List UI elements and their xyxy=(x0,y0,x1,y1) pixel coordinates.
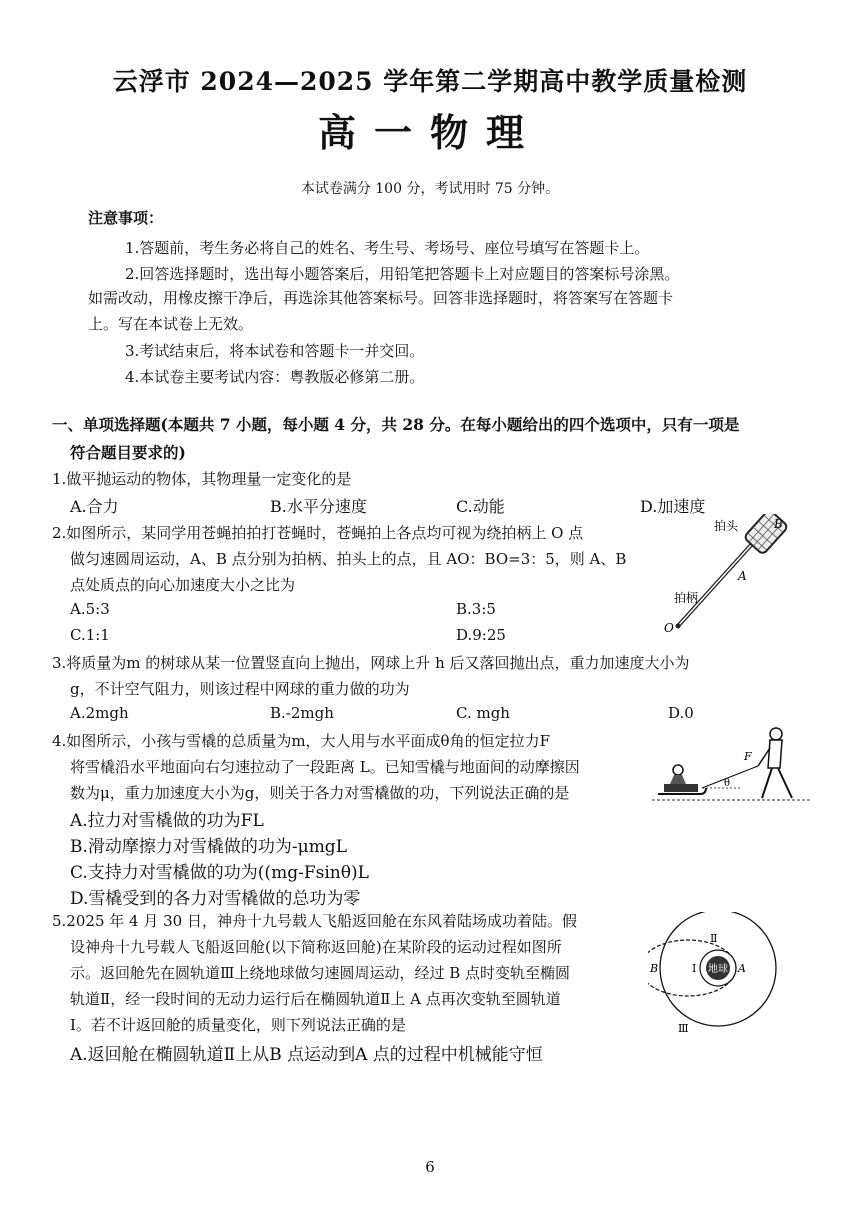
q3-option-c: C. mgh xyxy=(456,704,510,722)
label-head: 拍头 xyxy=(714,519,739,533)
q2-stem-line3: 点处质点的向心加速度大小之比为 xyxy=(70,576,296,594)
note-item-2-cont2: 上。写在本试卷上无效。 xyxy=(88,315,254,333)
q4-option-c: C.支持力对雪橇做的功为((mg-Fsinθ)L xyxy=(70,863,369,883)
q1-stem: 1.做平抛运动的物体，其物理量一定变化的是 xyxy=(52,470,352,488)
q1-option-a: A.合力 xyxy=(70,497,119,516)
label-o: O xyxy=(664,621,674,635)
q2-option-d: D.9:25 xyxy=(456,626,506,644)
notes-heading: 注意事项： xyxy=(88,209,164,227)
q5-option-a: A.返回舱在椭圆轨道Ⅱ上从B 点运动到A 点的过程中机械能守恒 xyxy=(70,1045,543,1065)
q3-option-d: D.0 xyxy=(668,704,694,722)
page-number: 6 xyxy=(425,1158,435,1176)
q1-option-c: C.动能 xyxy=(456,497,505,516)
q2-option-b: B.3:5 xyxy=(456,600,496,618)
adult-head xyxy=(770,728,782,740)
flyswatter-figure xyxy=(660,514,790,636)
child-body xyxy=(670,775,686,784)
q4-stem-line3: 数为μ，重力加速度大小为g，则关于各力对雪橇做的功，下列说法正确的是 xyxy=(70,784,570,802)
exam-title: 云浮市 2024—2025 学年第二学期高中教学质量检测 xyxy=(112,67,748,96)
q4-option-d: D.雪橇受到的各力对雪橇做的总功为零 xyxy=(70,889,361,909)
adult-leg-left xyxy=(762,768,772,798)
q3-stem-line2: g，不计空气阻力，则该过程中网球的重力做的功为 xyxy=(70,680,410,698)
adult-body xyxy=(768,740,782,768)
swatter-handle-inner xyxy=(678,544,752,626)
note-item-4: 4.本试卷主要考试内容：粤教版必修第二册。 xyxy=(125,368,425,386)
note-item-2: 2.回答选择题时，选出每小题答案后，用铅笔把答题卡上对应题目的答案标号涂黑。 xyxy=(125,265,680,283)
q4-option-b: B.滑动摩擦力对雪橇做的功为-μmgL xyxy=(70,837,347,857)
label-handle: 拍柄 xyxy=(674,591,699,605)
label-orbit-2: Ⅱ xyxy=(710,932,718,945)
q2-stem-line1: 2.如图所示，某同学用苍蝇拍拍打苍蝇时，苍蝇拍上各点均可视为绕拍柄上 O 点 xyxy=(52,524,584,542)
q4-stem-line1: 4.如图所示，小孩与雪橇的总质量为m，大人用与水平面成θ角的恒定拉力F xyxy=(52,732,550,750)
q4-stem-line2: 将雪橇沿水平地面向右匀速拉动了一段距离 L。已知雪橇与地面间的动摩擦因 xyxy=(70,758,580,776)
note-item-3: 3.考试结束后，将本试卷和答题卡一并交回。 xyxy=(125,342,425,360)
label-point-b: B xyxy=(650,962,659,975)
q2-option-c: C.1:1 xyxy=(70,626,110,644)
label-force-f: F xyxy=(744,750,752,763)
q4-option-a: A.拉力对雪橇做的功为FL xyxy=(70,811,264,831)
adult-leg-right xyxy=(778,768,792,798)
label-theta: θ xyxy=(724,778,731,789)
label-orbit-1: Ⅰ xyxy=(692,962,697,975)
subject-title: 高一物理 xyxy=(317,110,542,155)
q1-option-d: D.加速度 xyxy=(640,497,706,516)
sled-body xyxy=(664,784,698,792)
exam-info: 本试卷满分 100 分，考试用时 75 分钟。 xyxy=(300,181,560,197)
label-a: A xyxy=(738,569,747,583)
q5-stem-line5: Ⅰ。若不计返回舱的质量变化，则下列说法正确的是 xyxy=(70,1016,406,1034)
q2-option-a: A.5:3 xyxy=(70,600,110,618)
q3-option-b: B.-2mgh xyxy=(270,704,334,722)
q5-stem-line4: 轨道Ⅱ，经一段时间的无动力运行后在椭圆轨道Ⅱ上 A 点再次变轨至圆轨道 xyxy=(70,990,561,1008)
point-o xyxy=(676,624,681,629)
q5-stem-line3: 示。返回舱先在圆轨道Ⅲ上绕地球做匀速圆周运动，经过 B 点时变轨至椭圆 xyxy=(70,964,571,982)
section-heading-cont: 符合题目要求的) xyxy=(70,443,186,462)
section-heading: 一、单项选择题(本题共 7 小题，每小题 4 分，共 28 分。在每小题给出的四个选项中，只有一项是 xyxy=(52,415,740,434)
orbit-figure xyxy=(648,912,808,1036)
q2-stem-line2: 做匀速圆周运动，A、B 点分别为拍柄、拍头上的点，且 AO：BO=3：5，则 A、B xyxy=(70,550,627,568)
q3-option-a: A.2mgh xyxy=(70,704,129,722)
label-point-a: A xyxy=(738,962,746,975)
sled-figure xyxy=(652,724,812,806)
note-item-1: 1.答题前，考生务必将自己的姓名、考生号、考场号、座位号填写在答题卡上。 xyxy=(125,239,650,257)
q3-stem-line1: 3.将质量为m 的树球从某一位置竖直向上抛出，网球上升 h 后又落回抛出点，重力加速度大小为 xyxy=(52,654,690,672)
q1-option-b: B.水平分速度 xyxy=(270,497,367,516)
label-earth: 地球 xyxy=(708,964,728,975)
q5-stem-line1: 5.2025 年 4 月 30 日，神舟十九号载人飞船返回舱在东风着陆场成功着陆。假 xyxy=(52,912,577,930)
child-head xyxy=(673,765,683,775)
label-orbit-3: Ⅲ xyxy=(678,1022,689,1035)
note-item-2-cont: 如需改动，用橡皮擦干净后，再选涂其他答案标号。回答非选择题时，将答案写在答题卡 xyxy=(88,289,674,307)
q5-stem-line2: 设神舟十九号载人飞船返回舱(以下简称返回舱)在某阶段的运动过程如图所 xyxy=(70,938,562,956)
label-b: B xyxy=(774,517,783,531)
